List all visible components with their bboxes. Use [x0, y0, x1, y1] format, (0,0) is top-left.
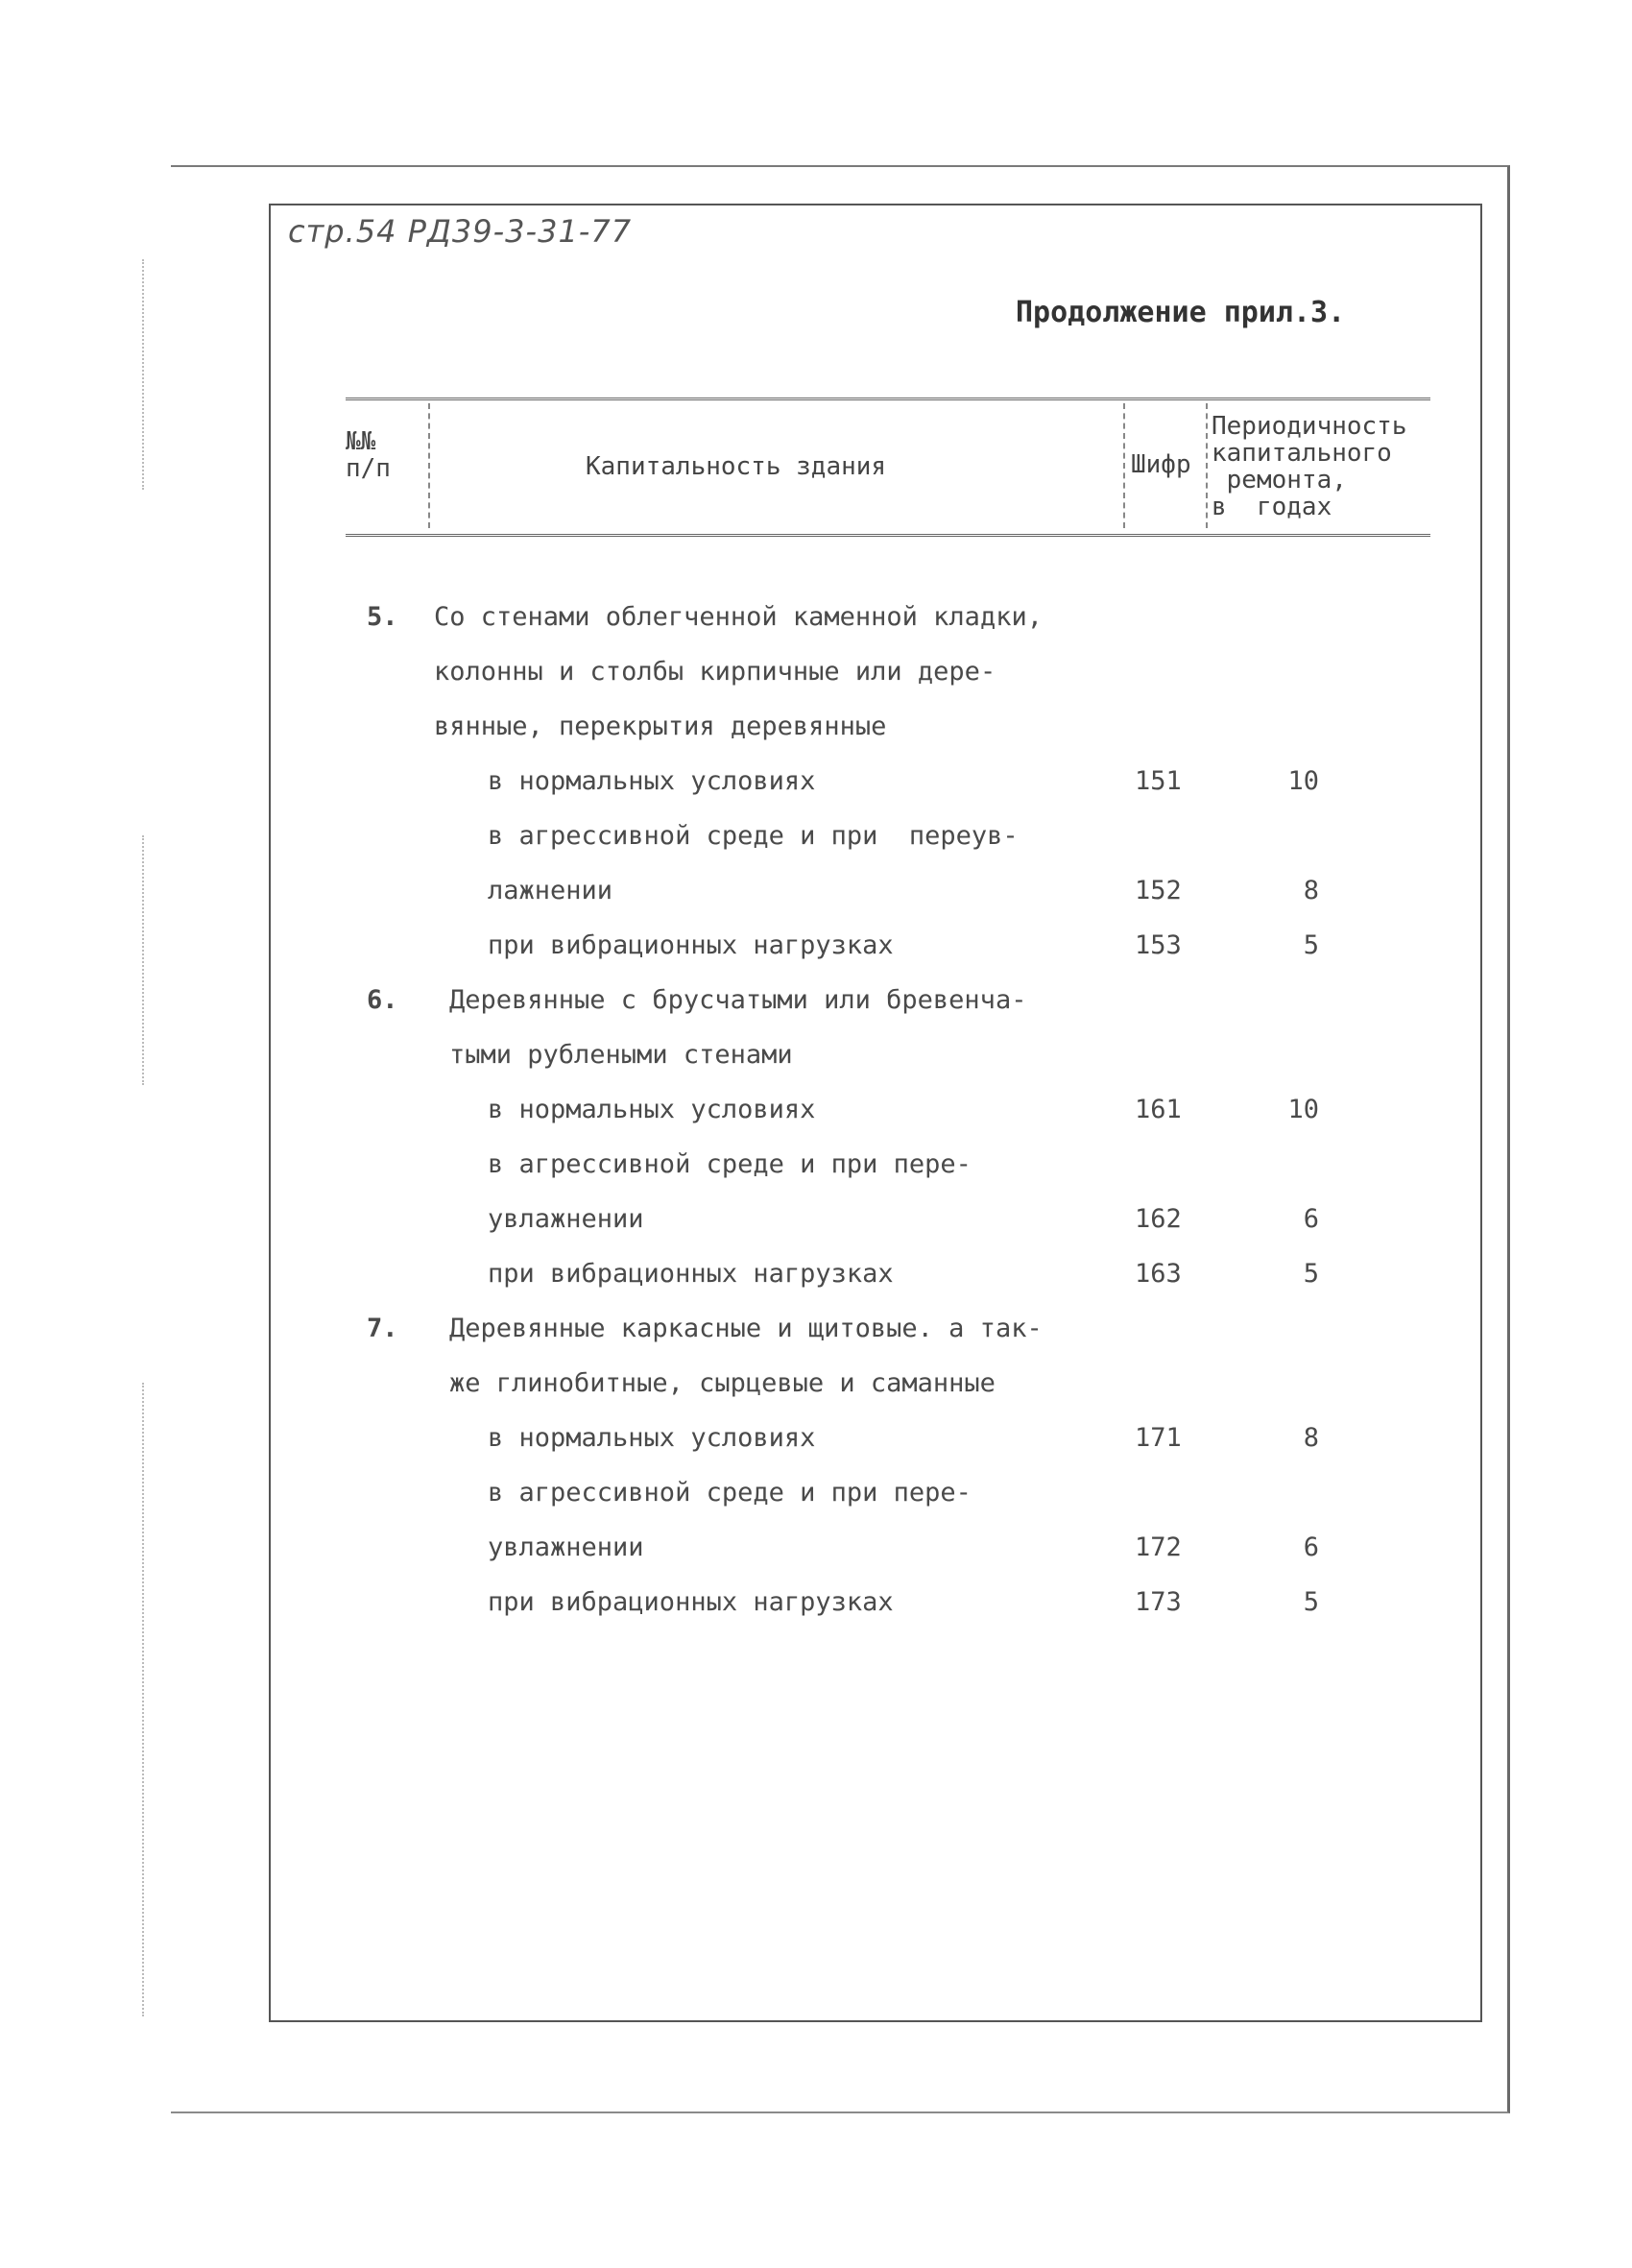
row-number: 5.: [367, 602, 398, 632]
handwritten-reference: стр.54 РД39-3-31-77: [288, 213, 633, 250]
header-separator: [1123, 403, 1125, 528]
row-code: 171: [1135, 1423, 1182, 1453]
header-capitality: Капитальность здания: [586, 452, 887, 481]
row-text: Деревянные с брусчатыми или бревенча-: [449, 985, 1027, 1015]
header-number: №№ п/п: [346, 427, 391, 483]
row-text: же глинобитные, сырцевые и саманные: [449, 1368, 996, 1398]
row-text: в агрессивной среде и при пере-: [488, 1478, 972, 1508]
row-value: 5: [1303, 1587, 1319, 1617]
row-text: Деревянные каркасные и щитовые. а так-: [449, 1314, 1043, 1343]
scan-edge-dots: [142, 1383, 144, 2016]
row-value: 8: [1303, 1423, 1319, 1453]
header-separator: [428, 403, 430, 528]
row-text: при вибрационных нагрузках: [488, 1259, 894, 1289]
row-code: 162: [1135, 1204, 1182, 1234]
table-top-rule: [346, 398, 1430, 400]
row-code: 163: [1135, 1259, 1182, 1289]
continuation-title: Продолжение прил.3.: [1016, 296, 1346, 329]
scan-edge-dots: [142, 259, 144, 490]
row-text: колонны и столбы кирпичные или дере-: [434, 657, 996, 687]
row-value: 5: [1303, 930, 1319, 960]
row-code: 161: [1135, 1095, 1182, 1124]
scan-edge-dots: [142, 835, 144, 1085]
row-code: 173: [1135, 1587, 1182, 1617]
row-code: 152: [1135, 876, 1182, 905]
row-text: в агрессивной среде и при переув-: [488, 821, 1019, 851]
row-text: лажнении: [488, 876, 613, 905]
row-text: увлажнении: [488, 1532, 644, 1562]
row-code: 153: [1135, 930, 1182, 960]
row-text: тыми рублеными стенами: [449, 1040, 793, 1070]
header-separator: [1206, 403, 1208, 528]
row-value: 6: [1303, 1204, 1319, 1234]
row-text: в нормальных условиях: [488, 766, 816, 796]
row-text: в нормальных условиях: [488, 1423, 816, 1453]
row-value: 10: [1287, 766, 1319, 796]
row-text: при вибрационных нагрузках: [488, 930, 894, 960]
row-text: увлажнении: [488, 1204, 644, 1234]
row-text: в нормальных условиях: [488, 1095, 816, 1124]
row-text: в агрессивной среде и при пере-: [488, 1149, 972, 1179]
row-text: вянные, перекрытия деревянные: [434, 712, 887, 741]
table-header-rule: [346, 534, 1430, 537]
row-code: 151: [1135, 766, 1182, 796]
row-value: 6: [1303, 1532, 1319, 1562]
row-text: при вибрационных нагрузках: [488, 1587, 894, 1617]
row-number: 7.: [367, 1314, 398, 1343]
row-value: 8: [1303, 876, 1319, 905]
row-value: 10: [1287, 1095, 1319, 1124]
row-text: Со стенами облегченной каменной кладки,: [434, 602, 1043, 632]
header-period: Периодичность капитального ремонта, в годах: [1212, 412, 1407, 521]
header-code: Шифр: [1131, 450, 1191, 479]
row-number: 6.: [367, 985, 398, 1015]
row-code: 172: [1135, 1532, 1182, 1562]
row-value: 5: [1303, 1259, 1319, 1289]
